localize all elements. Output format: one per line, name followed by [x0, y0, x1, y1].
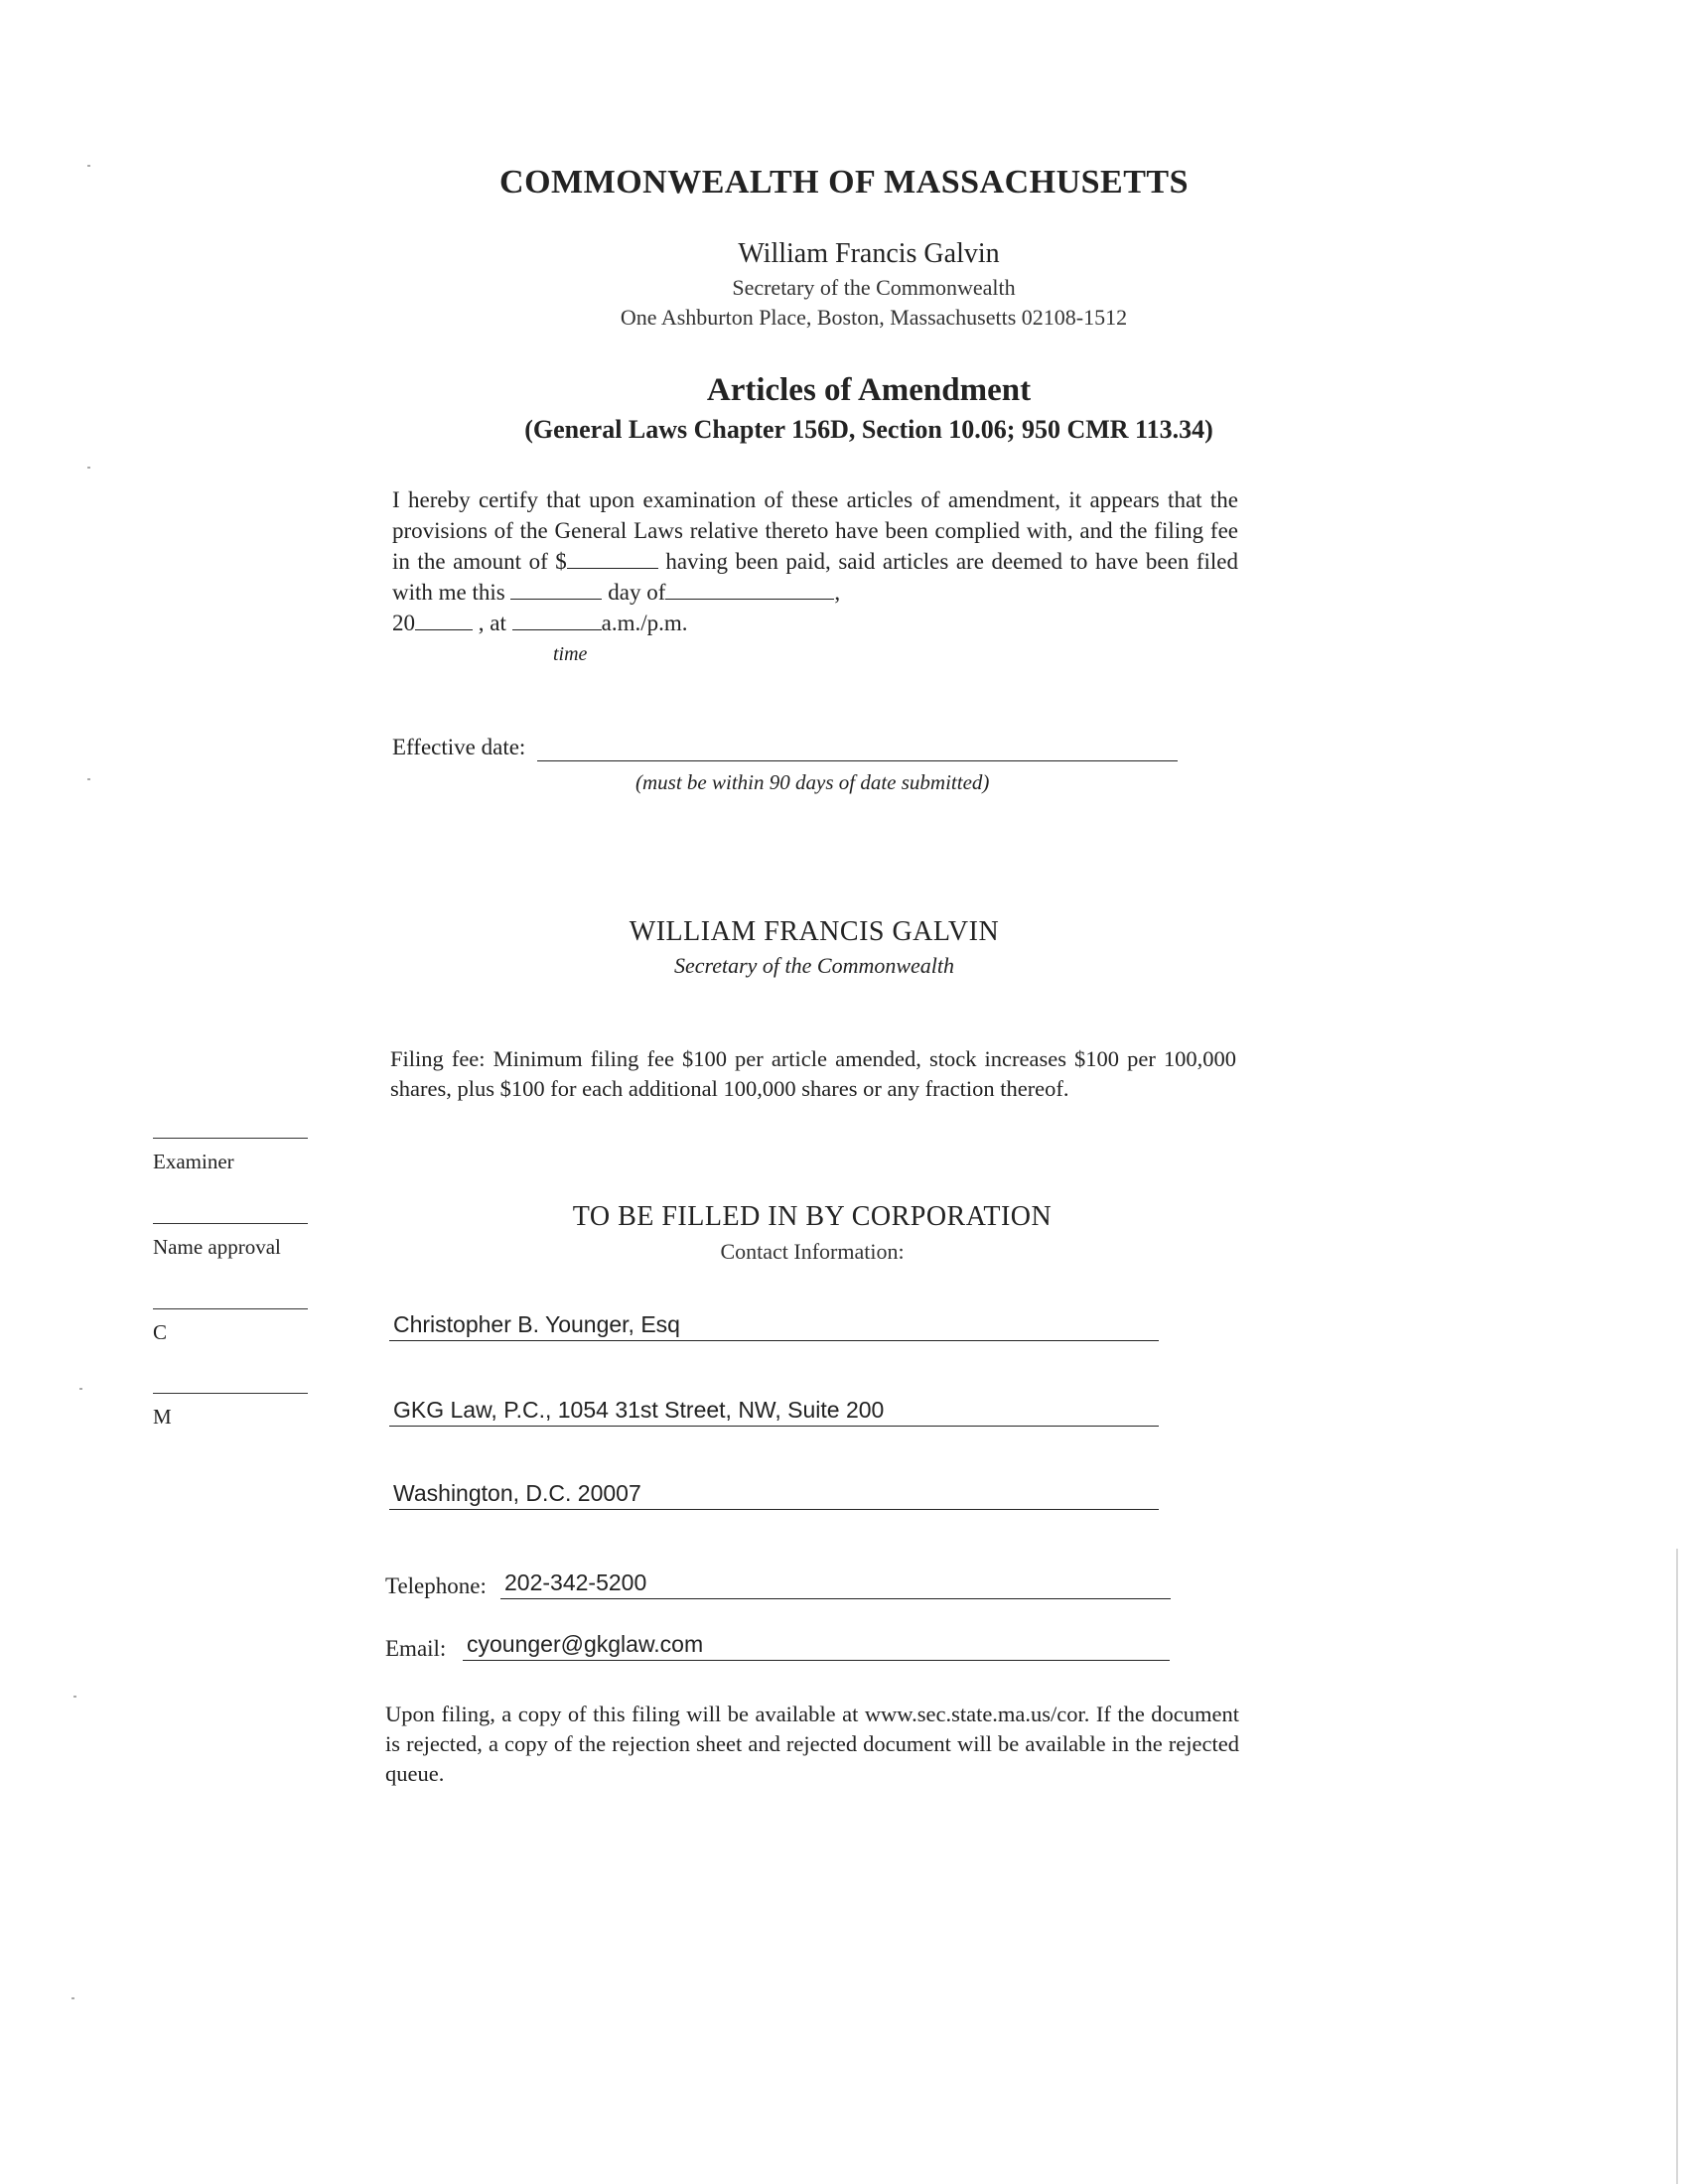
ampm-text: a.m./p.m.: [601, 611, 688, 635]
m-line[interactable]: [153, 1393, 308, 1394]
filing-month-blank[interactable]: [665, 579, 834, 600]
telephone-value: 202-342-5200: [504, 1570, 647, 1595]
form-citation: (General Laws Chapter 156D, Section 10.06; 950 CMR 113.34): [524, 415, 1213, 444]
effective-date-line[interactable]: [537, 760, 1178, 761]
scan-speck: [73, 1696, 76, 1698]
telephone-label: Telephone:: [385, 1573, 487, 1598]
scan-speck: [87, 165, 90, 167]
m-label: M: [153, 1405, 172, 1429]
scan-speck: [71, 1997, 74, 1999]
contact-name-field[interactable]: [389, 1310, 1159, 1341]
filing-time-blank[interactable]: [512, 610, 602, 630]
contact-info-subheading: Contact Information:: [720, 1239, 905, 1264]
year-prefix: 20: [392, 611, 415, 635]
time-label: time: [553, 643, 588, 665]
scan-speck: [87, 778, 90, 780]
office-address: One Ashburton Place, Boston, Massachusetts 02108-1512: [620, 305, 1128, 330]
commonwealth-heading: COMMONWEALTH OF MASSACHUSETTS: [499, 164, 1189, 201]
address-line1-field[interactable]: [389, 1396, 1159, 1427]
certification-text-2: having been paid, said articles are deemed to have been filed with me this: [392, 549, 1239, 605]
email-field[interactable]: [463, 1630, 1170, 1661]
address-line2-field[interactable]: [389, 1479, 1159, 1510]
certification-year-line: [392, 608, 1238, 638]
certification-text-1: I hereby certify that upon examination of these articles of amendment, it appears that the provisions of the General Laws relative thereto have been complied with, and the filing fee in the amount of $: [392, 487, 1238, 574]
at-text: , at: [478, 611, 506, 635]
examiner-line[interactable]: [153, 1138, 308, 1139]
scan-edge: [1676, 1549, 1678, 2184]
telephone-field[interactable]: [500, 1569, 1171, 1599]
signature-name: WILLIAM FRANCIS GALVIN: [629, 916, 1000, 947]
signature-title: Secretary of the Commonwealth: [673, 953, 955, 978]
effective-date-label: Effective date:: [392, 735, 526, 759]
footer-notice: Upon filing, a copy of this filing will be available at www.sec.state.ma.us/cor. If the document is rejected, a copy of the rejection sheet and rejected document will be available in the rejected queue.: [385, 1702, 1239, 1786]
certification-text-4: ,: [834, 580, 841, 605]
c-label: C: [153, 1320, 168, 1344]
c-line[interactable]: [153, 1308, 308, 1309]
name-approval-label: Name approval: [153, 1235, 281, 1259]
scan-speck: [87, 467, 90, 469]
filing-fee-text: Filing fee: Minimum filing fee $100 per article amended, stock increases $100 per 100,000 shares, plus $100 for each additional 100,000 shares or any fraction thereof.: [390, 1046, 1236, 1101]
corporation-heading: TO BE FILLED IN BY CORPORATION: [572, 1201, 1053, 1232]
scan-speck: [79, 1388, 82, 1390]
email-label: Email:: [385, 1636, 447, 1661]
contact-name-value: Christopher B. Younger, Esq: [393, 1311, 680, 1337]
secretary-name: William Francis Galvin: [738, 238, 1000, 269]
secretary-title: Secretary of the Commonwealth: [732, 275, 1016, 300]
filing-day-blank[interactable]: [510, 579, 602, 600]
address-line1-value: GKG Law, P.C., 1054 31st Street, NW, Suite 200: [393, 1397, 885, 1423]
fee-amount-blank[interactable]: [567, 548, 658, 569]
certification-paragraph: [392, 484, 1238, 608]
address-line2-value: Washington, D.C. 20007: [393, 1480, 641, 1506]
email-value: cyounger@gkglaw.com: [467, 1631, 704, 1657]
filing-year-blank[interactable]: [415, 610, 473, 630]
effective-date-note: (must be within 90 days of date submitted): [635, 770, 990, 794]
examiner-label: Examiner: [153, 1150, 234, 1173]
form-title: Articles of Amendment: [706, 372, 1032, 408]
certification-text-3: day of: [608, 580, 666, 605]
